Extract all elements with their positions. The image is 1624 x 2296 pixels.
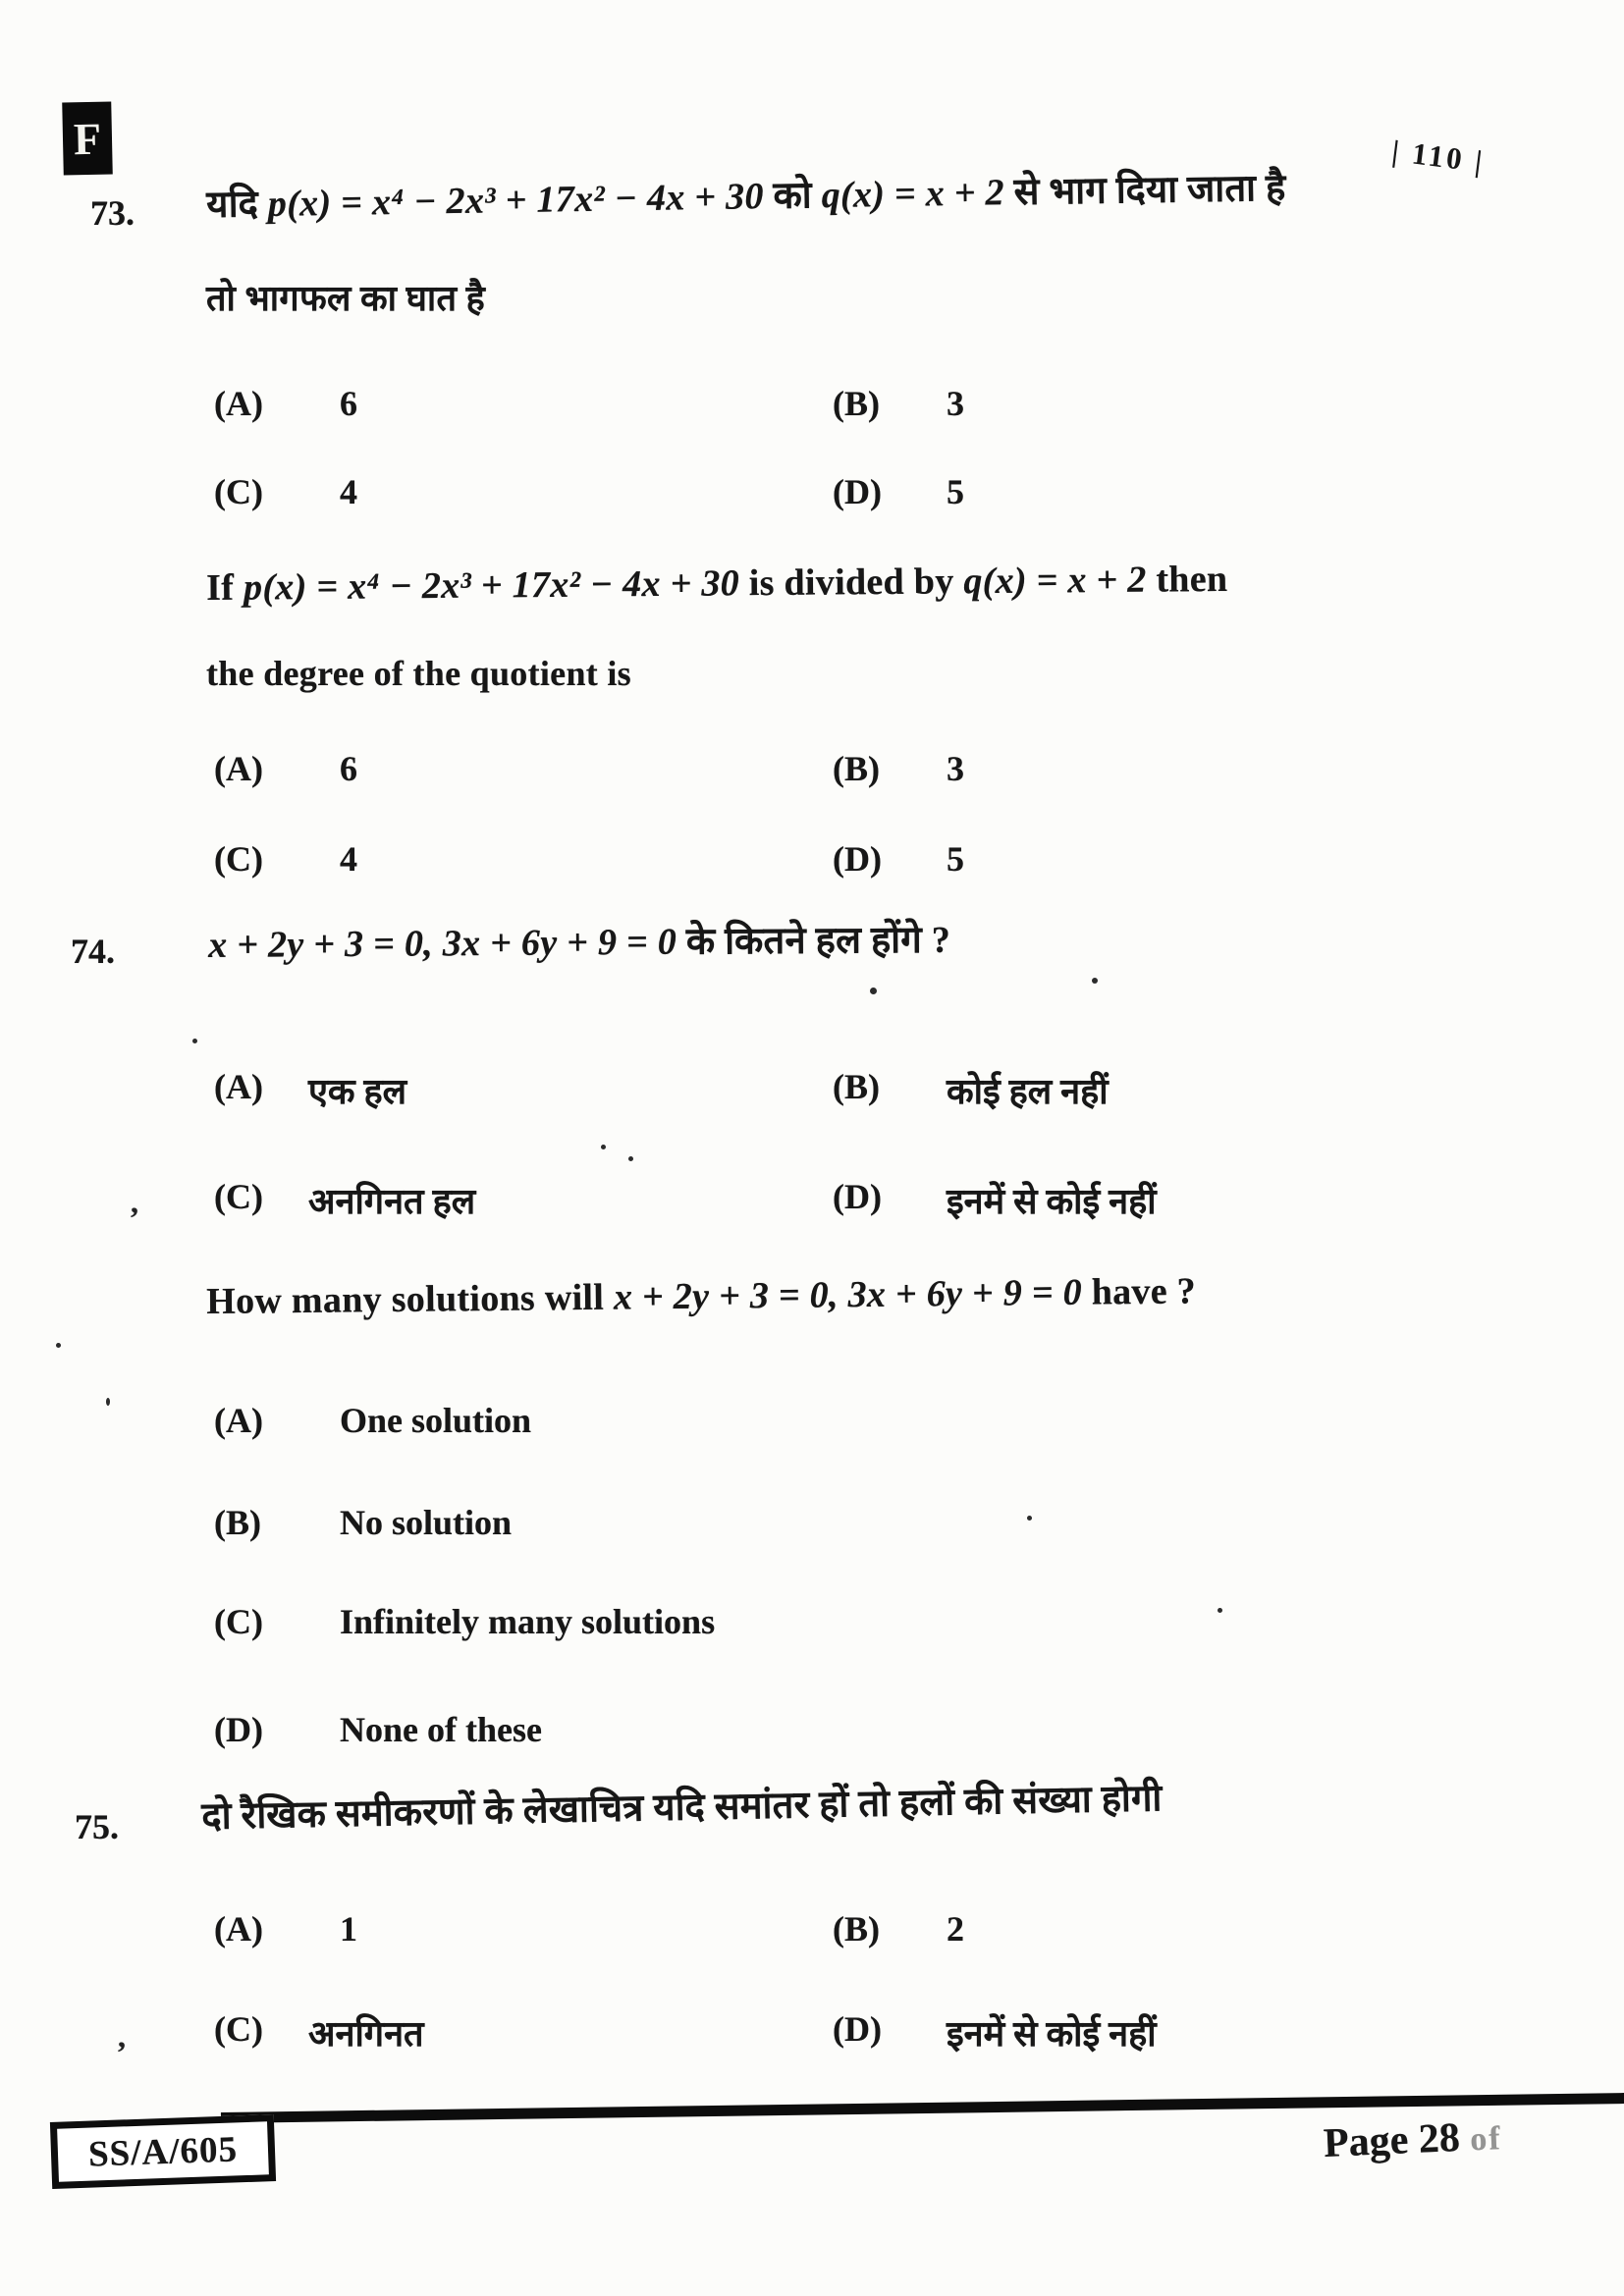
q73-option-d-value: 5 [947, 472, 964, 511]
page-corner-marker: | 110 | [1389, 133, 1488, 180]
q74-en-option-b-label: (B) [214, 1503, 261, 1542]
q75-option-a-value: 1 [340, 1909, 357, 1949]
q73-option-c-label: (C) [214, 472, 263, 511]
q73-option-c-value: 4 [340, 472, 357, 511]
q73-en-option-b-value: 3 [947, 749, 964, 788]
version-badge [62, 101, 113, 175]
q74-english-tail: have ? [1091, 1270, 1197, 1313]
q73-number: 73. [90, 193, 135, 233]
q74-option-d-value: इनमें से कोई नहीं [947, 1182, 1157, 1221]
q73-en-option-b-label: (B) [833, 749, 880, 788]
q73-hindi-statement-line2: तो भागफल का घात है [206, 279, 486, 318]
noise-dot [870, 988, 877, 994]
noise-dot [601, 1145, 606, 1149]
noise-dot [1218, 1608, 1222, 1613]
q74-en-option-c-label: (C) [214, 1602, 263, 1641]
q74-english-equations: x + 2y + 3 = 0, 3x + 6y + 9 = 0 [613, 1271, 1083, 1318]
q74-hindi-equations: x + 2y + 3 = 0, 3x + 6y + 9 = 0 [208, 921, 677, 966]
noise-dot [56, 1343, 61, 1348]
q73-english-divisor: q(x) = x + 2 [963, 559, 1147, 603]
noise-comma: , [118, 2018, 126, 2054]
q74-number: 74. [71, 932, 115, 971]
q73-hindi-tail: से भाग दिया जाता है [1013, 167, 1286, 214]
q73-en-option-d-value: 5 [947, 839, 964, 879]
q74-option-d-label: (D) [833, 1177, 882, 1216]
noise-dot [628, 1156, 633, 1161]
version-badge-letter: F [73, 113, 102, 164]
q75-option-c-value: अनगिनत [308, 2014, 424, 2054]
q74-english-statement [206, 1268, 1196, 1325]
q74-english-intro: How many solutions will [206, 1276, 605, 1322]
page-number-tail: of [1469, 2120, 1503, 2159]
q73-english-polynomial: p(x) = x⁴ − 2x³ + 17x² − 4x + 30 [243, 562, 740, 609]
q73-option-a-value: 6 [340, 384, 357, 423]
q74-en-option-a-value: One solution [340, 1401, 532, 1440]
q73-en-option-c-value: 4 [340, 839, 357, 879]
noise-comma: , [131, 1184, 138, 1219]
noise-dot [192, 1039, 197, 1043]
q73-en-option-d-label: (D) [833, 839, 882, 879]
booklet-code-box [50, 2114, 276, 2189]
q74-en-option-d-label: (D) [214, 1710, 263, 1749]
booklet-code: SS/A/605 [87, 2128, 239, 2175]
noise-dot [106, 1398, 110, 1406]
q75-option-d-value: इनमें से कोई नहीं [947, 2014, 1157, 2054]
q75-option-b-label: (B) [833, 1909, 880, 1949]
q74-en-option-b-value: No solution [340, 1503, 513, 1542]
q73-english-mid: is divided by [748, 561, 954, 605]
noise-dot [1092, 978, 1098, 984]
q74-option-c-label: (C) [214, 1177, 263, 1216]
q74-option-b-label: (B) [833, 1067, 880, 1106]
q73-hindi-divisor: q(x) = x + 2 [821, 172, 1005, 217]
q75-hindi-statement: दो रैखिक समीकरणों के लेखाचित्र यदि समांतर हों तो हलों की संख्या होगी [201, 1778, 1163, 1838]
q74-option-a-label: (A) [214, 1067, 263, 1106]
q75-option-a-label: (A) [214, 1909, 263, 1949]
q74-en-option-d-value: None of these [340, 1710, 542, 1749]
q74-hindi-statement [208, 918, 950, 970]
q73-en-option-a-label: (A) [214, 749, 263, 788]
q74-option-b-value: कोई हल नहीं [947, 1072, 1109, 1111]
q73-hindi-polynomial: p(x) = x⁴ − 2x³ + 17x² − 4x + 30 [267, 176, 765, 226]
q75-option-d-label: (D) [833, 2009, 882, 2049]
q74-option-c-value: अनगिनत हल [308, 1182, 476, 1221]
noise-dot [1027, 1516, 1032, 1521]
q75-number: 75. [75, 1807, 119, 1846]
q73-hindi-mid: को [773, 175, 813, 217]
page-number [1323, 2112, 1503, 2167]
q73-english-intro: If [206, 566, 235, 609]
q75-option-b-value: 2 [947, 1909, 964, 1949]
q74-en-option-c-value: Infinitely many solutions [340, 1602, 716, 1641]
q73-option-a-label: (A) [214, 384, 263, 423]
q73-option-b-label: (B) [833, 384, 880, 423]
q73-hindi-statement-line1 [206, 166, 1286, 230]
q73-english-tail: then [1156, 558, 1228, 601]
q73-option-b-value: 3 [947, 384, 964, 423]
q73-hindi-intro: यदि [206, 184, 259, 226]
q73-english-statement-line2: the degree of the quotient is [206, 654, 631, 693]
q74-hindi-tail: के कितने हल होंगे ? [685, 919, 951, 963]
q74-option-a-value: एक हल [308, 1072, 407, 1111]
q73-english-statement-line1 [206, 557, 1228, 613]
q75-option-c-label: (C) [214, 2009, 263, 2049]
q73-option-d-label: (D) [833, 472, 882, 511]
q73-en-option-c-label: (C) [214, 839, 263, 879]
page-number-text: Page 28 [1323, 2114, 1461, 2166]
q74-en-option-a-label: (A) [214, 1401, 263, 1440]
q73-en-option-a-value: 6 [340, 749, 357, 788]
